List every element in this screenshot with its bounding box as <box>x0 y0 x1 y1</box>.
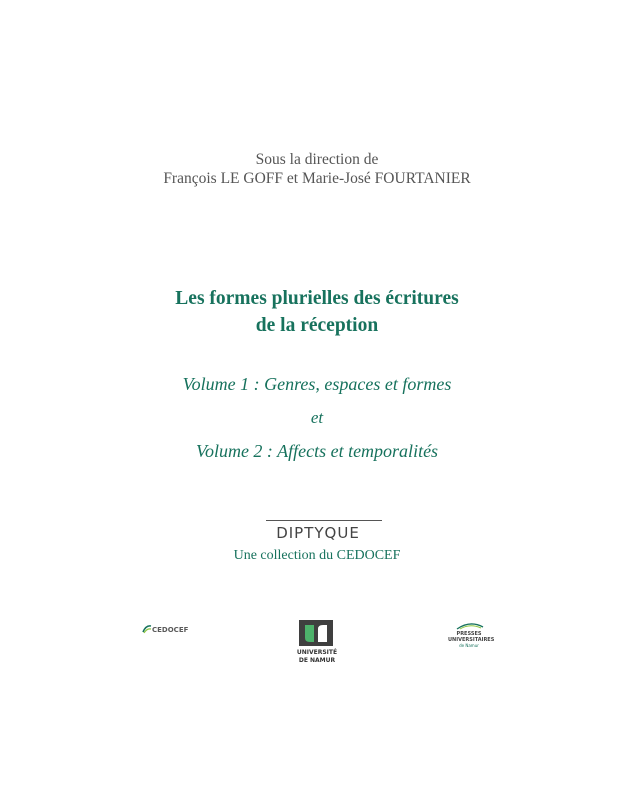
presses-arc-icon <box>456 622 484 630</box>
volume-1-subtitle: Volume 1 : Genres, espaces et formes <box>182 374 452 394</box>
cedocef-logo-text: CEDOCEF <box>152 626 189 634</box>
editor-names: François LE GOFF et Marie-José FOURTANIER <box>163 170 471 187</box>
unamur-emblem-icon <box>299 620 333 646</box>
book-title <box>0 285 634 339</box>
cedocef-swoosh-icon <box>142 624 152 634</box>
presses-line-3: de Namur <box>459 643 479 648</box>
diptyque-collection-logo <box>248 518 388 546</box>
presses-universitaires-logo <box>448 622 495 652</box>
unamur-line-2: DE NAMUR <box>298 657 336 664</box>
collection-name: DIPTYQUE <box>276 524 360 542</box>
title-line-2: de la réception <box>255 315 379 336</box>
diptyque-rule <box>266 520 382 521</box>
unamur-logo <box>295 620 339 670</box>
presses-line-1: PRESSES <box>456 631 482 637</box>
direction-label: Sous la direction de <box>255 151 379 168</box>
unamur-line-1: UNIVERSITÉ <box>296 649 338 656</box>
collection-org: CEDOCEF <box>336 548 401 563</box>
collection-credit <box>0 548 634 564</box>
editor-credits <box>0 150 634 188</box>
title-line-1: Les formes plurielles des écritures <box>175 288 459 309</box>
volume-2-subtitle: Volume 2 : Affects et temporalités <box>195 441 439 461</box>
presses-line-2: UNIVERSITAIRES <box>448 637 495 643</box>
collection-label: Une collection du <box>233 548 334 563</box>
volume-connector: et <box>310 408 324 427</box>
cedocef-logo <box>142 624 202 638</box>
